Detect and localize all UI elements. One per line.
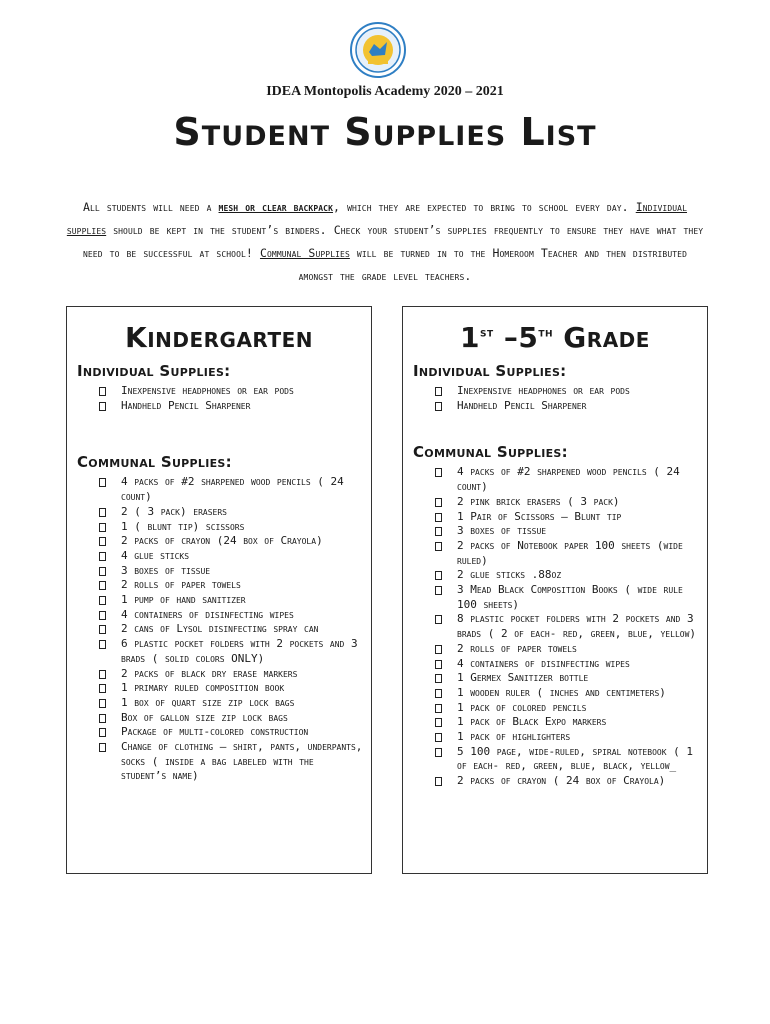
checkbox-icon [99,567,106,576]
item-label: 3 boxes of tissue [457,524,547,538]
checkbox-icon [99,508,106,517]
checkbox-icon [99,523,106,532]
checkbox-icon [99,714,106,723]
communal-supplies-note: Communal Supplies [259,246,350,260]
item-label: 1 primary ruled composition book [121,681,285,695]
checkbox-icon [435,527,442,536]
checklist-item [99,564,365,579]
checkbox-icon [435,571,442,580]
item-label: 2 rolls of paper towels [457,641,577,655]
kinder-individual-list [67,384,371,413]
item-label: 1 Germex Sanitizer bottle [457,671,589,685]
checkbox-icon [99,611,106,620]
checkbox-icon [435,513,442,522]
checklist-item [435,642,701,657]
checklist-item [99,608,365,623]
item-label: 2 packs of crayon (24 box of Crayola) [121,534,323,548]
checklist-item [435,686,701,701]
checkbox-icon [99,596,106,605]
item-label: 3 boxes of tissue [121,563,211,577]
item-label: 1 ( blunt tip) scissors [121,519,245,533]
checklist-item [435,583,701,612]
checkbox-icon [99,625,106,634]
checkbox-icon [99,670,106,679]
checklist-item [99,578,365,593]
item-label: 2 packs of crayon ( 24 box of Crayola) [457,774,666,788]
item-label: 1 pump of hand sanitizer [121,593,246,607]
checklist-item [435,612,701,641]
checklist-item [99,534,365,549]
kindergarten-title: Kindergarten [125,321,313,354]
grades-communal-list [403,465,707,788]
grades-individual-heading: Individual Supplies: [413,362,567,380]
checklist-item [99,637,365,666]
checklist-item [435,465,701,494]
checkbox-icon [435,586,442,595]
item-label: 1 wooden ruler ( inches and centimeters) [457,685,666,699]
checklist-item [435,715,701,730]
checkbox-icon [435,718,442,727]
checklist-item [99,505,365,520]
item-label: Inexpensive headphones or ear pods [457,384,630,397]
checkbox-icon [435,733,442,742]
checkbox-icon [435,645,442,654]
school-logo-icon [350,22,406,78]
checkbox-icon [99,728,106,737]
checkbox-icon [99,537,106,546]
checklist-item [435,568,701,583]
item-label: 4 containers of disinfecting wipes [121,607,294,621]
item-label: 2 rolls of paper towels [121,578,241,592]
item-label: 4 packs of #2 sharpened wood pencils ( 24 count) [457,465,680,494]
checklist-item [99,593,365,608]
checklist-item [99,622,365,637]
item-label: 2 packs of Notebook paper 100 sheets (wide ruled) [457,538,683,567]
checklist-item [435,510,701,525]
item-label: Inexpensive headphones or ear pods [121,384,294,397]
checkbox-icon [435,468,442,477]
checkbox-icon [99,387,106,396]
checkbox-icon [435,704,442,713]
checklist-item [99,667,365,682]
checkbox-icon [99,743,106,752]
checklist-item [435,671,701,686]
checkbox-icon [435,660,442,669]
item-label: 2 packs of black dry erase markers [121,666,298,680]
kindergarten-panel [66,306,372,874]
checkbox-icon [435,542,442,551]
intro-paragraph: All students will need a mesh or clear backpack, which they are expected to bring to school every day. Individual supplies should be kept in the student’s binders. Check your student’s supplies frequently to ensure they have what they need to be successful at school! Communal Supplies will be turned in to the Homeroom Teacher and then distributed amongst the grade level teachers. [66,200,704,283]
checkbox-icon [435,748,442,757]
item-label: Package of multi-colored construction [121,725,309,739]
checkbox-icon [99,581,106,590]
checkbox-icon [435,689,442,698]
item-label: 6 plastic pocket folders with 2 pockets and 3 brads ( solid colors ONLY) [121,637,358,665]
checkbox-icon [99,684,106,693]
kinder-communal-heading: Communal Supplies: [77,453,232,472]
checklist-item [435,730,701,745]
kinder-individual-heading: Individual Supplies: [77,362,231,380]
checklist-item [435,384,701,399]
checklist-item [99,549,365,564]
item-label: 3 Mead Black Composition Books ( wide rule 100 sheets) [457,583,683,611]
checklist-item [435,495,701,510]
item-label: 4 packs of #2 sharpened wood pencils ( 24 count) [121,475,344,504]
item-label: 2 ( 3 pack) erasers [121,504,227,518]
item-label: 2 cans of Lysol disinfecting spray can [121,622,319,636]
item-label: 4 glue sticks [121,548,190,562]
checkbox-icon [99,699,106,708]
checklist-item [99,399,365,414]
school-year-line: IDEA Montopolis Academy 2020 – 2021 [266,84,504,99]
checklist-item [435,657,701,672]
checkbox-icon [435,498,442,507]
checkbox-icon [99,478,106,487]
grades-individual-list [403,384,707,413]
item-label: Handheld Pencil Sharpener [457,398,587,412]
item-label: Change of clothing – shirt, pants, underpants, socks ( inside a bag labeled with the student’s name) [121,740,363,783]
item-label: 1 Pair of Scissors – Blunt tip [457,509,622,523]
checklist-item [435,539,701,568]
checklist-item [99,384,365,399]
item-label: Box of gallon size zip lock bags [121,710,288,724]
kinder-communal-list [67,475,371,784]
item-label: 4 containers of disinfecting wipes [457,656,630,670]
item-label: 1 box of quart size zip lock bags [121,695,295,709]
item-label: 2 pink brick erasers ( 3 pack) [457,494,620,508]
checklist-item [99,681,365,696]
checkbox-icon [99,402,106,411]
grades-communal-heading: Communal Supplies: [413,443,568,462]
item-label: Handheld Pencil Sharpener [121,398,251,412]
checklist-item [435,745,701,774]
checklist-item [99,696,365,711]
checklist-item [99,711,365,726]
item-label: 2 glue sticks .88oz [457,568,562,582]
item-label: 1 pack of colored pencils [457,700,587,714]
checklist-item [99,725,365,740]
checklist-item [99,740,365,784]
item-label: 1 pack of Black Expo markers [457,715,607,729]
checklist-item [435,701,701,716]
grades-panel [402,306,708,874]
individual-supplies-note: Individual supplies [66,200,688,237]
checkbox-icon [99,552,106,561]
backpack-note: mesh or clear backpack [218,200,334,214]
item-label: 8 plastic pocket folders with 2 pockets and 3 brads ( 2 of each- red, green, blue, yellow) [457,612,697,641]
checkbox-icon [435,615,442,624]
checkbox-icon [435,674,442,683]
item-label: 1 pack of highlighters [457,730,571,744]
checkbox-icon [435,777,442,786]
checklist-item [99,520,365,535]
grades-title: 1st –5th Grade [460,321,650,354]
checklist-item [99,475,365,504]
checklist-item [435,399,701,414]
checkbox-icon [435,387,442,396]
page-title: Student Supplies List [173,110,597,154]
checkbox-icon [99,640,106,649]
checklist-item [435,524,701,539]
item-label: 5 100 page, wide-ruled, spiral notebook ( 1 of each- red, green, blue, black, yellow_ [457,744,694,773]
checkbox-icon [435,402,442,411]
checklist-item [435,774,701,789]
